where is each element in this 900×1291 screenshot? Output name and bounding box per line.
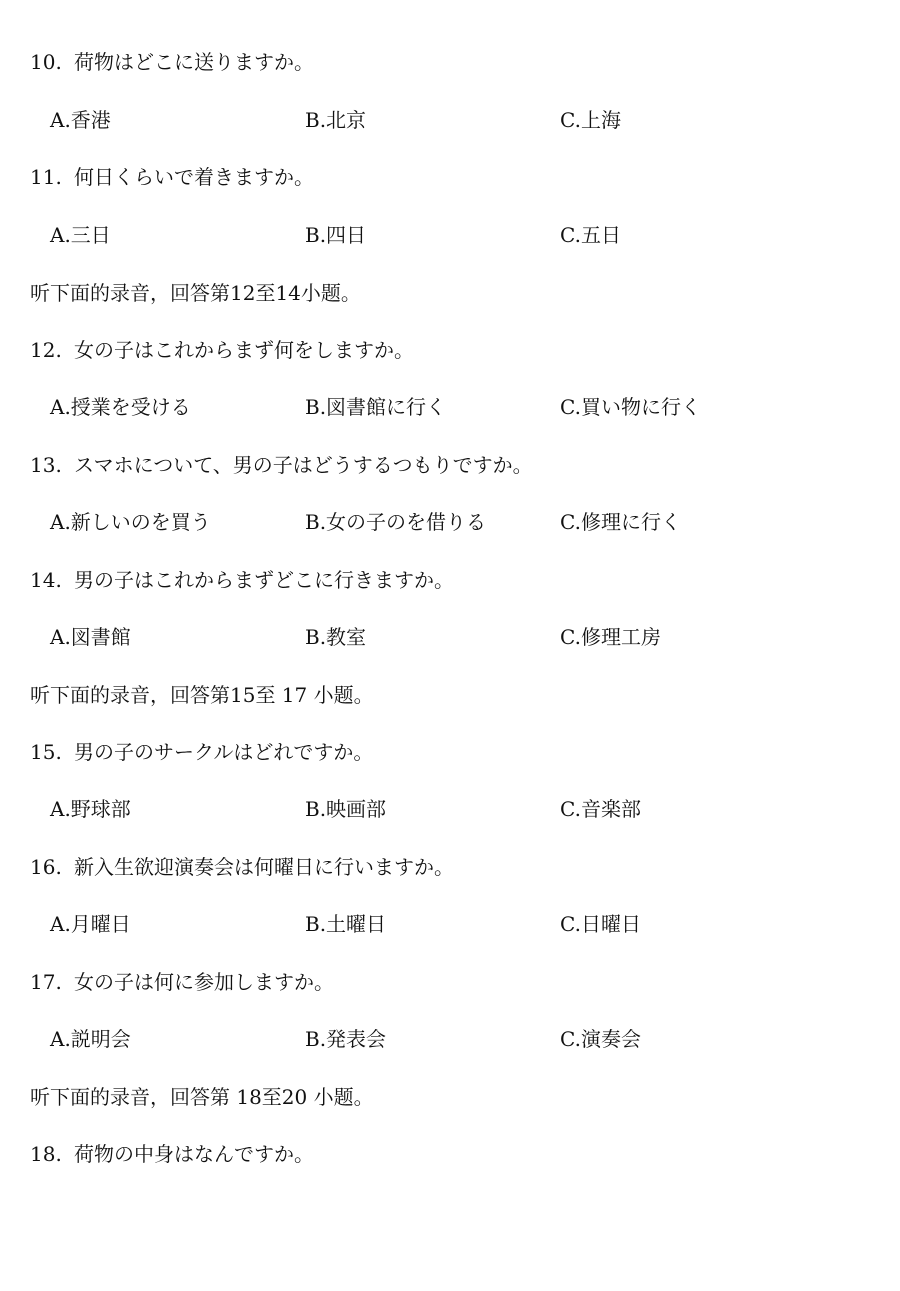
question-text: 荷物の中身はなんですか。 xyxy=(74,1142,314,1166)
option-a: A.説明会 xyxy=(50,1027,131,1051)
options-11 xyxy=(50,221,870,249)
option-c: C.演奏会 xyxy=(560,1027,641,1051)
question-text: 新入生欲迎演奏会は何曜日に行いますか。 xyxy=(74,855,454,879)
option-b: B.発表会 xyxy=(305,1027,387,1051)
question-number: 16. xyxy=(30,855,62,879)
option-b: B.北京 xyxy=(305,108,367,132)
question-number: 18. xyxy=(30,1142,62,1166)
option-b: B.図書館に行く xyxy=(305,395,447,419)
option-a: A.授業を受ける xyxy=(50,395,191,419)
option-c: C.五日 xyxy=(560,223,621,247)
question-text: 男の子はこれからまずどこに行きますか。 xyxy=(74,568,454,592)
option-b: B.土曜日 xyxy=(305,912,387,936)
options-12 xyxy=(50,393,870,421)
question-text: 荷物はどこに送りますか。 xyxy=(74,50,314,74)
section-instruction: 听下面的录音，回答第15至 17 小题。 xyxy=(30,683,374,707)
option-c: C.日曜日 xyxy=(560,912,641,936)
question-15 xyxy=(30,738,373,766)
question-12 xyxy=(30,336,414,364)
question-number: 13. xyxy=(30,453,62,477)
question-18 xyxy=(30,1140,314,1168)
question-17 xyxy=(30,968,334,996)
question-text: 男の子のサークルはどれですか。 xyxy=(74,740,374,764)
question-text: 女の子はこれからまず何をしますか。 xyxy=(74,338,414,362)
question-16 xyxy=(30,853,454,881)
options-17 xyxy=(50,1025,870,1053)
option-c: C.修理に行く xyxy=(560,510,681,534)
question-text: 女の子は何に参加しますか。 xyxy=(74,970,334,994)
question-10 xyxy=(30,48,314,76)
option-a: A.野球部 xyxy=(50,797,131,821)
question-number: 12. xyxy=(30,338,62,362)
options-14 xyxy=(50,623,870,651)
option-b: B.映画部 xyxy=(305,797,387,821)
question-number: 15. xyxy=(30,740,62,764)
options-15 xyxy=(50,795,870,823)
option-a: A.図書館 xyxy=(50,625,131,649)
option-c: C.買い物に行く xyxy=(560,395,701,419)
question-text: 何日くらいで着きますか。 xyxy=(74,165,314,189)
option-b: B.教室 xyxy=(305,625,367,649)
option-a: A.月曜日 xyxy=(50,912,131,936)
option-a: A.新しいのを買う xyxy=(50,510,211,534)
option-c: C.修理工房 xyxy=(560,625,661,649)
question-number: 14. xyxy=(30,568,62,592)
option-b: B.女の子のを借りる xyxy=(305,510,487,534)
option-c: C.上海 xyxy=(560,108,621,132)
option-a: A.三日 xyxy=(50,223,111,247)
option-a: A.香港 xyxy=(50,108,111,132)
section-instruction: 听下面的录音，回答第12至14小题。 xyxy=(30,281,361,305)
question-14 xyxy=(30,566,454,594)
options-10 xyxy=(50,106,870,134)
question-13 xyxy=(30,451,533,479)
section-instruction: 听下面的录音，回答第 18至20 小题。 xyxy=(30,1085,374,1109)
options-16 xyxy=(50,910,870,938)
option-c: C.音楽部 xyxy=(560,797,641,821)
question-11 xyxy=(30,163,314,191)
question-number: 17. xyxy=(30,970,62,994)
question-number: 10. xyxy=(30,50,62,74)
options-13 xyxy=(50,508,870,536)
question-text: スマホについて、男の子はどうするつもりですか。 xyxy=(74,453,533,477)
question-number: 11. xyxy=(30,165,62,189)
option-b: B.四日 xyxy=(305,223,367,247)
